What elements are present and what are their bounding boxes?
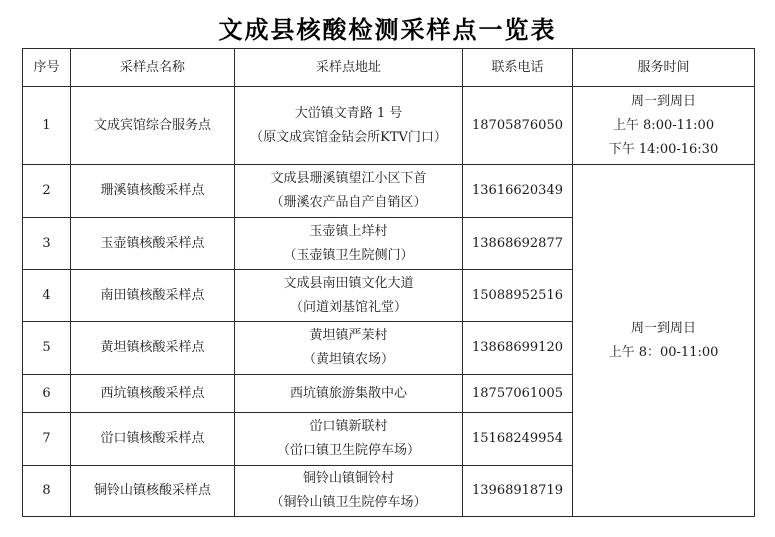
row-name: 珊溪镇核酸采样点 bbox=[71, 165, 235, 218]
address-line: 西坑镇旅游集散中心 bbox=[289, 385, 407, 401]
address-line: 玉壶镇上垟村 bbox=[309, 223, 388, 239]
row-address bbox=[235, 375, 463, 413]
address-line: 大峃镇文青路 1 号 bbox=[294, 105, 403, 121]
address-line: 峃口镇新联村 bbox=[309, 419, 388, 434]
row-address bbox=[235, 165, 463, 218]
address-note: （峃口镇卫生院停车场） bbox=[276, 443, 420, 458]
row-address bbox=[235, 322, 463, 375]
header-phone: 联系电话 bbox=[463, 49, 573, 87]
address-line: 文成县珊溪镇望江小区下首 bbox=[270, 171, 427, 186]
service-morning: 上午 8:00-11:00 bbox=[612, 117, 715, 133]
row-no: 2 bbox=[23, 165, 71, 218]
row-phone: 13616620349 bbox=[463, 165, 573, 218]
row-phone: 18757061005 bbox=[463, 375, 573, 413]
row-no: 7 bbox=[23, 413, 71, 466]
row-no: 8 bbox=[23, 466, 71, 517]
address-note: （原文成宾馆金钻会所KTV门口） bbox=[250, 129, 447, 145]
row-name: 玉壶镇核酸采样点 bbox=[71, 218, 235, 270]
table-row bbox=[23, 87, 755, 165]
service-days: 周一到周日 bbox=[630, 93, 696, 109]
row-name: 铜铃山镇核酸采样点 bbox=[71, 466, 235, 517]
header-address: 采样点地址 bbox=[235, 49, 463, 87]
row-address bbox=[235, 218, 463, 270]
table-row bbox=[23, 165, 755, 218]
row-address bbox=[235, 466, 463, 517]
header-name: 采样点名称 bbox=[71, 49, 235, 87]
address-line: 黄坦镇严苿村 bbox=[309, 328, 388, 343]
header-service-time: 服务时间 bbox=[573, 49, 755, 87]
table-header-row bbox=[23, 49, 755, 87]
row-name: 南田镇核酸采样点 bbox=[71, 270, 235, 322]
address-note: （铜铃山镇卫生院停车场） bbox=[270, 495, 427, 510]
sampling-sites-table bbox=[22, 48, 755, 517]
row-name: 峃口镇核酸采样点 bbox=[71, 413, 235, 466]
address-line: 文成县南田镇文化大道 bbox=[283, 275, 414, 291]
row-no: 5 bbox=[23, 322, 71, 375]
row-name: 黄坦镇核酸采样点 bbox=[71, 322, 235, 375]
row-phone: 18705876050 bbox=[463, 87, 573, 165]
service-time-cell bbox=[573, 165, 755, 517]
row-no: 6 bbox=[23, 375, 71, 413]
row-address bbox=[235, 87, 463, 165]
row-no: 3 bbox=[23, 218, 71, 270]
service-time-cell bbox=[573, 87, 755, 165]
row-name: 西坑镇核酸采样点 bbox=[71, 375, 235, 413]
service-morning: 上午 8：00-11:00 bbox=[608, 344, 719, 360]
header-no: 序号 bbox=[23, 49, 71, 87]
row-address bbox=[235, 413, 463, 466]
row-phone: 15168249954 bbox=[463, 413, 573, 466]
row-address bbox=[235, 270, 463, 322]
address-line: 铜铃山镇铜铃村 bbox=[302, 471, 394, 486]
row-phone: 15088952516 bbox=[463, 270, 573, 322]
address-note: （玉壶镇卫生院侧门） bbox=[283, 247, 414, 263]
row-phone: 13868699120 bbox=[463, 322, 573, 375]
row-no: 4 bbox=[23, 270, 71, 322]
row-name: 文成宾馆综合服务点 bbox=[71, 87, 235, 165]
row-phone: 13868692877 bbox=[463, 218, 573, 270]
address-note: （珊溪农产品自产自销区） bbox=[270, 195, 427, 210]
service-days: 周一到周日 bbox=[630, 320, 696, 336]
page-title: 文成县核酸检测采样点一览表 bbox=[218, 16, 557, 44]
row-no: 1 bbox=[23, 87, 71, 165]
address-note: （问道刘基馆礼堂） bbox=[289, 299, 407, 315]
address-note: （黄坦镇农场） bbox=[302, 352, 394, 367]
row-phone: 13968918719 bbox=[463, 466, 573, 517]
service-afternoon: 下午 14:00-16:30 bbox=[608, 141, 719, 157]
